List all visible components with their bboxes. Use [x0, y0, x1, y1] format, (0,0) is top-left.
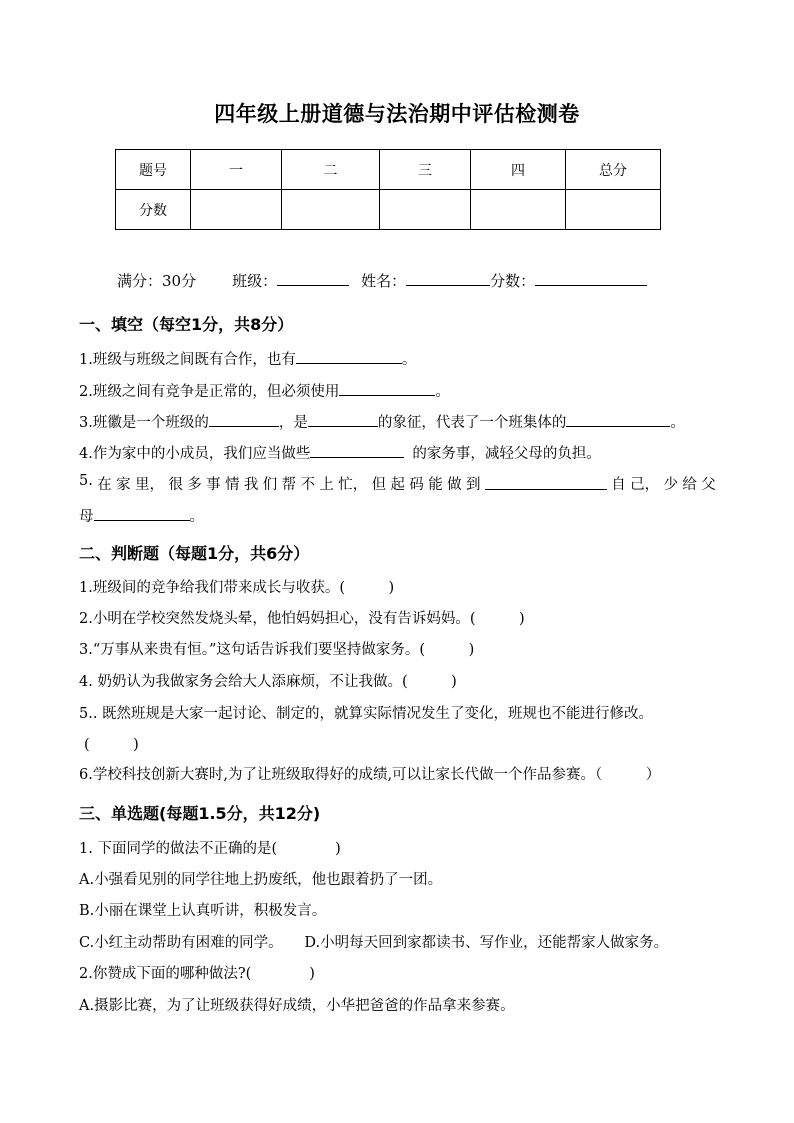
- choice-question: 1. 下面同学的做法不正确的是( ): [79, 841, 341, 857]
- question-text: 。: [670, 415, 685, 431]
- fill-question-4: [79, 441, 601, 463]
- q5-char: 帮: [281, 477, 297, 493]
- judge-question: 3.“万事从来贵有恒。”这句话告诉我们要坚持做家务。( ): [79, 642, 475, 658]
- q5-char: 己，: [630, 477, 660, 493]
- fill-question-3: [79, 410, 685, 432]
- q5-char: 忙，: [338, 477, 368, 493]
- q5-char: 不: [300, 477, 315, 493]
- question-text: 。: [189, 509, 204, 525]
- score-table-header-cell: 四: [471, 150, 566, 190]
- q5-char: 父: [701, 477, 716, 493]
- section1-heading: 一、填空（每空1分，共8分）: [79, 315, 294, 334]
- full-score-label: 满分：30分: [117, 272, 197, 290]
- judge-question: 5.. 既然班规是大家一起讨论、制定的，就算实际情况发生了变化，班规也不能进行修改。: [79, 706, 654, 722]
- choice-option: A.摄影比赛，为了让班级获得好成绩，小华把爸爸的作品拿来参赛。: [79, 998, 515, 1014]
- name-blank[interactable]: [406, 269, 490, 286]
- answer-blank[interactable]: [308, 410, 378, 427]
- score-cell[interactable]: [191, 190, 282, 230]
- score-table-header-cell: 三: [380, 150, 471, 190]
- q5-char: 能: [428, 477, 443, 493]
- score-cell[interactable]: [471, 190, 566, 230]
- choice-question: 2.你赞成下面的哪种做法?( ): [79, 966, 315, 982]
- question-text: 的家务事，减轻父母的负担。: [412, 446, 601, 462]
- choice-option: A.小强看见别的同学往地上扔废纸，他也跟着扔了一团。: [79, 872, 443, 888]
- question-text: 。: [401, 352, 417, 368]
- class-label: 班级：: [232, 272, 278, 290]
- score-cell[interactable]: [380, 190, 471, 230]
- q5-char: 很: [168, 477, 183, 493]
- judge-question: 6.学校科技创新大赛时,为了让班级取得好的成绩,可以让家长代做一个作品参赛。（ ）: [79, 767, 661, 783]
- q5-char: 做: [447, 477, 462, 493]
- judge-question: 2.小明在学校突然发烧头晕，他怕妈妈担心，没有告诉妈妈。( ): [79, 611, 525, 627]
- judge-question: 4. 奶奶认为我做家务会给大人添麻烦，不让我做。( ): [79, 674, 457, 690]
- answer-blank[interactable]: [485, 473, 607, 490]
- fill-question-2: [79, 379, 450, 401]
- score-table-header-row: [116, 150, 661, 190]
- choice-option: C.小红主动帮助有困难的同学。 D.小明每天回到家都读书、写作业，还能帮家人做家务。: [79, 935, 669, 951]
- exam-title: 四年级上册道德与法治期中评估检测卷: [214, 102, 580, 126]
- score-table-header-cell: 总分: [566, 150, 661, 190]
- judge-answer-paren: ( ): [84, 737, 139, 753]
- q5-char: 给: [682, 477, 697, 493]
- question-text: 4.作为家中的小成员，我们应当做些: [79, 446, 311, 462]
- fill-question-5-cont: [79, 504, 204, 526]
- section2-heading: 二、判断题（每题1分，共6分）: [79, 544, 310, 563]
- judge-question: 1.班级间的竞争给我们带来成长与收获。( ): [79, 580, 395, 596]
- score-label: 分数：: [490, 272, 536, 290]
- q5-char: 起: [390, 477, 405, 493]
- question-text: ，是: [278, 415, 308, 431]
- question-text: 2.班级之间有竞争是正常的，但必须使用: [79, 384, 340, 400]
- answer-blank[interactable]: [339, 379, 435, 396]
- q5-char: 里，: [134, 477, 164, 493]
- class-blank[interactable]: [277, 269, 349, 286]
- q5-char: 多: [187, 477, 202, 493]
- score-cell[interactable]: [282, 190, 380, 230]
- score-table-score-row: [116, 190, 661, 230]
- question-text: 3.班徽是一个班级的: [79, 415, 209, 431]
- q5-char: 到: [465, 477, 481, 493]
- q5-char: 我: [243, 477, 259, 493]
- score-blank[interactable]: [535, 269, 647, 286]
- question-text: 母: [79, 509, 94, 525]
- answer-blank[interactable]: [296, 347, 402, 364]
- question-text: 的象征，代表了一个班集体的: [377, 415, 567, 431]
- q5-char: 少: [663, 477, 678, 493]
- answer-blank[interactable]: [94, 504, 190, 521]
- q5-char: 们: [262, 477, 278, 493]
- answer-blank[interactable]: [310, 441, 404, 458]
- score-table-header-cell: 二: [282, 150, 380, 190]
- question-text: 。: [435, 384, 450, 400]
- q5-char: 码: [409, 477, 424, 493]
- q5-char: 家: [116, 477, 131, 493]
- student-info-line: [117, 269, 647, 291]
- q5-char: 但: [371, 477, 387, 493]
- section3-heading: 三、单选题(每题1.5分，共12分): [79, 804, 321, 823]
- q5-char: 5.: [79, 473, 93, 489]
- name-label: 姓名：: [361, 272, 407, 290]
- q5-char: 自: [611, 477, 626, 493]
- choice-option: B.小丽在课堂上认真听讲，积极发言。: [79, 903, 327, 919]
- q5-char: 上: [319, 477, 334, 493]
- answer-blank[interactable]: [566, 410, 670, 427]
- q5-char: 事: [206, 477, 221, 493]
- question-text: 1.班级与班级之间既有合作，也有: [79, 352, 296, 368]
- score-row-label: 分数: [116, 190, 191, 230]
- fill-question-5: [79, 473, 716, 494]
- q5-char: 情: [224, 477, 240, 493]
- fill-question-1: [79, 347, 416, 369]
- answer-blank[interactable]: [209, 410, 279, 427]
- score-table-header-cell: 题号: [116, 150, 191, 190]
- score-table-header-cell: 一: [191, 150, 282, 190]
- score-table: [115, 149, 661, 230]
- q5-char: 在: [97, 477, 112, 493]
- score-cell[interactable]: [566, 190, 661, 230]
